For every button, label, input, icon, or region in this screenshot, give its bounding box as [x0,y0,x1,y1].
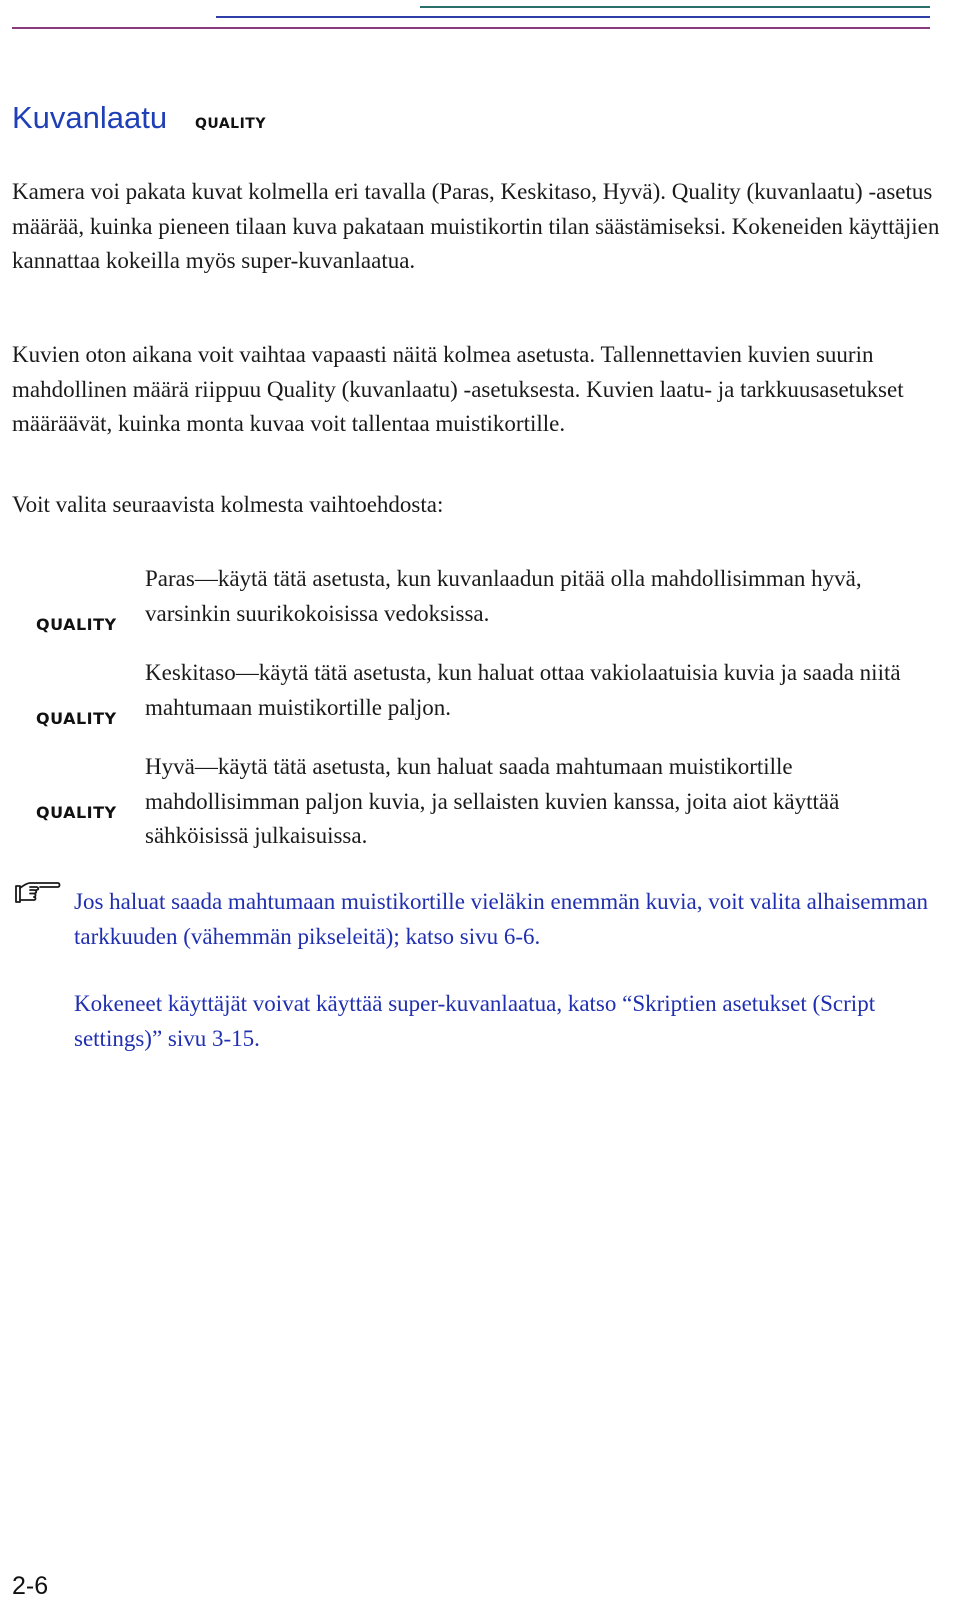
intro-paragraph-2: Kuvien oton aikana voit vaihtaa vapaasti näitä kolmea asetusta. Tallennettavien kuvien suurin mahdollinen määrä riippuu Quality (kuvanlaatu) -asetuksesta. Kuvien laatu- ja tarkkuusasetukset määräävät, kuinka monta kuvaa voit tallentaa muistikortille. [12,342,904,436]
option-keskitaso: Keskitaso—käytä tätä asetusta, kun haluat ottaa vakiolaatuisia kuvia ja saada niitä mahtumaan muistikortille paljon. [145,660,901,720]
intro-paragraph-3: Voit valita seuraavista kolmesta vaihtoehdosta: [12,492,444,517]
option-paras: Paras—käytä tätä asetusta, kun kuvanlaadun pitää olla mahdollisimman hyvä, varsinkin suurikokoisissa vedoksissa. [145,566,862,626]
note-1: Jos haluat saada mahtumaan muistikortille vieläkin enemmän kuvia, voit valita alhaisemman tarkkuuden (vähemmän pikseleitä); katso sivu 6-6. [74,889,928,949]
quality-good-icon [36,764,124,822]
quality-medium-label: QUALITY [36,709,117,728]
quality-medium-icon [36,670,124,728]
pointing-hand-icon [14,880,62,906]
quality-best-label: QUALITY [36,615,117,634]
option-hyva: Hyvä—käytä tätä asetusta, kun haluat saada mahtumaan muistikortille mahdollisimman paljon kuvia, ja sellaisten kuvien kanssa, joita aiot käyttää sähköisissä julkaisuissa. [145,754,840,848]
quality-good-label: QUALITY [36,803,117,822]
quality-best-icon [36,576,124,634]
page-title: Kuvanlaatu [12,100,168,135]
intro-paragraph-1: Kamera voi pakata kuvat kolmella eri tavalla (Paras, Keskitaso, Hyvä). Quality (kuvanlaatu) -asetus määrää, kuinka pieneen tilaan kuva pakataan muistikortin tilan säästämiseksi. Kokeneiden käyttäjien kannattaa kokeilla myös super-kuvanlaatua. [12,179,940,273]
header-rule-purple [12,27,930,29]
heading-quality-icon [195,80,277,132]
header-rule-blue [216,16,930,18]
note-2: Kokeneet käyttäjät voivat käyttää super-kuvanlaatua, katso “Skriptien asetukset (Script settings)” sivu 3-15. [74,991,876,1051]
page-number: 2-6 [12,1572,49,1600]
header-rule-teal [420,6,930,8]
heading-quality-label: QUALITY [195,116,266,132]
